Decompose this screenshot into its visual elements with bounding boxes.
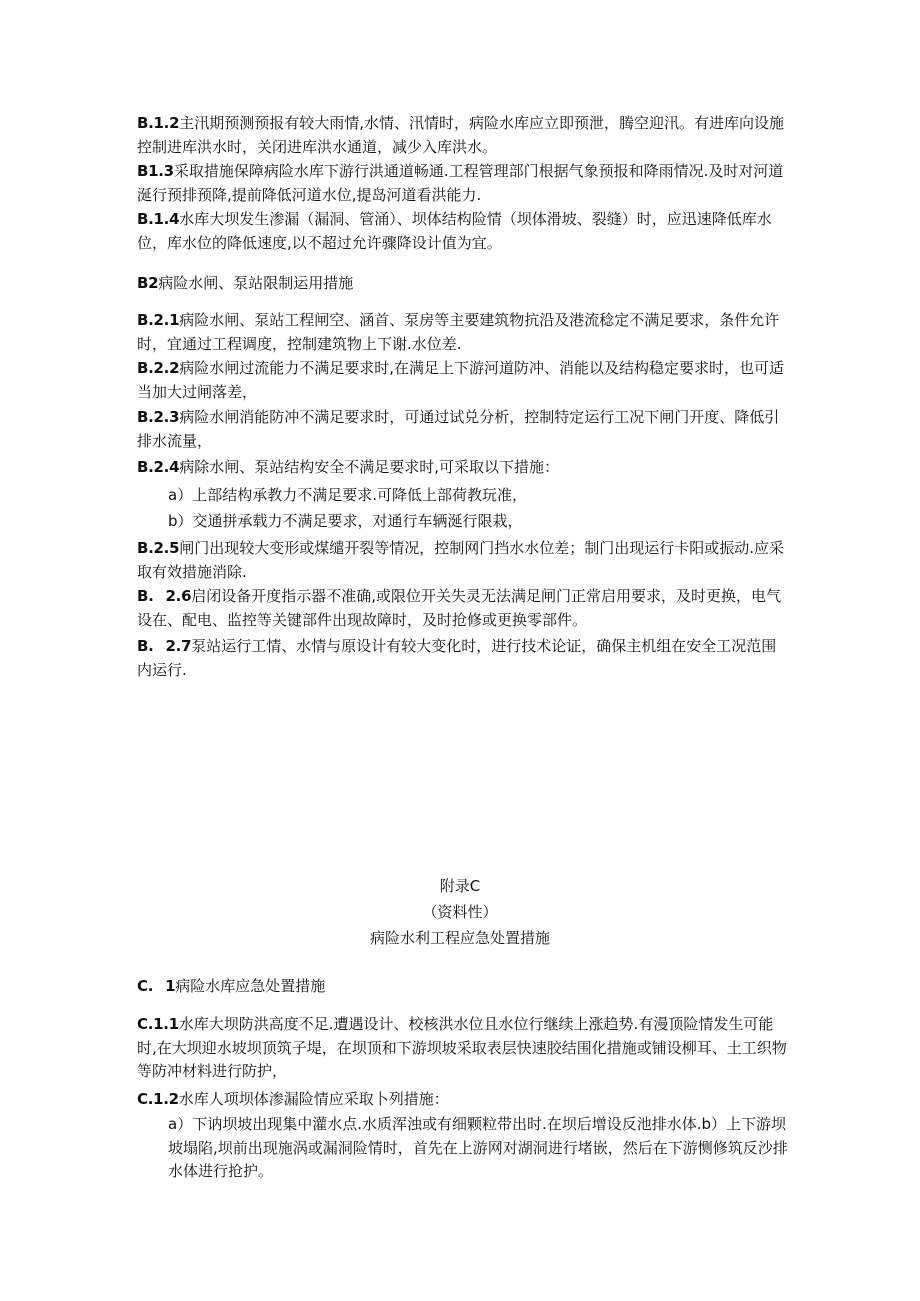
clause-c-1-2 (137, 1088, 787, 1112)
clause-b-1-4 (137, 208, 787, 255)
clause-number: B1.3 (137, 162, 174, 180)
clause-text: 水库大坝防洪高度不足.遭遇设计、校核洪水位且水位行继续上涨趋势.有漫顶险情发生可能时,在大坝迎水坡坝顶筑子堤，在坝顶和下游坝坡采取表层快速胶结围化措施或铺设柳耳、土工织物等防冲材料进行防护， (137, 1015, 787, 1080)
section-title: 病险水库应急处置措施 (175, 977, 326, 995)
clause-number-suffix: 2.6 (165, 587, 192, 605)
clause-number: B.1.4 (137, 210, 180, 228)
clause-text: 病除水闸、泵站结构安全不满足要求时,可采取以下措施： (179, 458, 559, 476)
section-heading-b2 (137, 272, 353, 295)
clause-text: 采取措施保障病险水库下游行洪通道畅通.工程管理部门根据气象预报和降雨情况.及时对河道涎行预排预降,提前降低河道水位,提岛河道看洪能力. (137, 162, 784, 204)
clause-text: 主汛期预测预报有较大雨情,水情、汛情时，病险水库应立即预泄，腾空迎汛。有进库向设施控制进库洪水时，关闭进库洪水通道，减少入库洪水。 (137, 114, 784, 156)
clause-text: 闸门出现较大变形或煤缱开裂等情况，控制网门挡水水位差；制门出现运行卡阳或振动.应采取有效措施消除. (137, 539, 784, 581)
clause-text: 水库大坝发生渗漏（漏洞、管涌）、坝体结构险情（坝体滑坡、裂缝）时，应迅速降低库水位，库水位的降低速度,以不超过允许骤降设计值为宜。 (137, 210, 772, 252)
clause-b-2-6 (137, 585, 787, 632)
clause-text: 病险水闸、泵站工程闸空、涵首、泵房等主要建筑物抗沿及港流稔定不满足要求，条件允许时，宜通过工程调度，控制建筑物上下谢.水位差. (137, 311, 780, 353)
section-title: 病险水闸、泵站限制运用措施 (158, 274, 354, 292)
appendix-name: 病险水利工程应急处置措施 (369, 929, 550, 947)
clause-number-suffix: 2.7 (165, 637, 192, 655)
clause-number: B. (137, 637, 154, 655)
appendix-title: 附录C (439, 877, 481, 895)
clause-number: B.2.1 (137, 311, 180, 329)
clause-number: B.2.4 (137, 458, 180, 476)
clause-c-1-1 (137, 1013, 787, 1084)
appendix-subtitle: （资料性） (422, 903, 498, 921)
clause-b-1-2 (137, 112, 787, 159)
clause-text: 病险水闸过流能力不满足要求时,在满足上下游河道防冲、消能以及结构稳定要求时，也可适当加大过闸落差， (137, 359, 784, 401)
clause-number: B.2.5 (137, 539, 180, 557)
clause-number: B. (137, 587, 154, 605)
clause-c-1-2-item-a: a）下讷坝坡出现集中灌水点.水质浑浊或有细颗粒带出时.在坝后增设反池排水体.b）上下游坝坡塌陷,坝前出现施涡或漏洞险情时，首先在上游网对湖洞进行堵嵌，然后在下游恻修筑反沙排水体进行抢护。 (168, 1115, 788, 1180)
section-number-suffix: 1 (165, 977, 176, 995)
clause-number: C.1.1 (137, 1015, 179, 1033)
clause-b-2-3 (137, 406, 787, 453)
clause-number: B.2.2 (137, 359, 180, 377)
clause-b-2-7 (137, 635, 787, 682)
clause-text: 水库人项坝体渗漏险情应采取卜列措施： (178, 1090, 449, 1108)
clause-text: 泵站运行工情、水情与原设计有较大变化时，进行技术论证，确保主机组在安全工况范围内运行. (137, 637, 777, 679)
section-number: B2 (137, 274, 159, 292)
clause-text: 启闭设备开度指示器不准确,或限位开关失灵无法满足闸门正常启用要求，及时更换，电气设在、配电、监控等关键部件出现故障时，及时抢修或更换零部件。 (137, 587, 782, 629)
clause-b-2-2 (137, 357, 787, 404)
clause-b-2-4 (137, 456, 787, 480)
section-number: C. (137, 977, 154, 995)
clause-number: B.1.2 (137, 114, 180, 132)
clause-number: C.1.2 (137, 1090, 179, 1108)
clause-b-2-4-item-b: b）交通拼承载力不满足要求，对通行车辆涎行限栽， (168, 512, 523, 530)
clause-b-1-3 (137, 160, 787, 207)
section-heading-c1 (137, 975, 325, 998)
clause-number: B.2.3 (137, 408, 180, 426)
clause-b-2-5 (137, 537, 787, 584)
clause-text: 病险水闸消能防冲不满足要求时，可通过试兑分析，控制特定运行工况下闸门开度、降低引排水流量， (137, 408, 780, 450)
clause-b-2-4-item-a: a）上部结构承教力不满足要求.可降低上部荷教玩准， (168, 486, 527, 504)
clause-b-2-1 (137, 309, 787, 356)
